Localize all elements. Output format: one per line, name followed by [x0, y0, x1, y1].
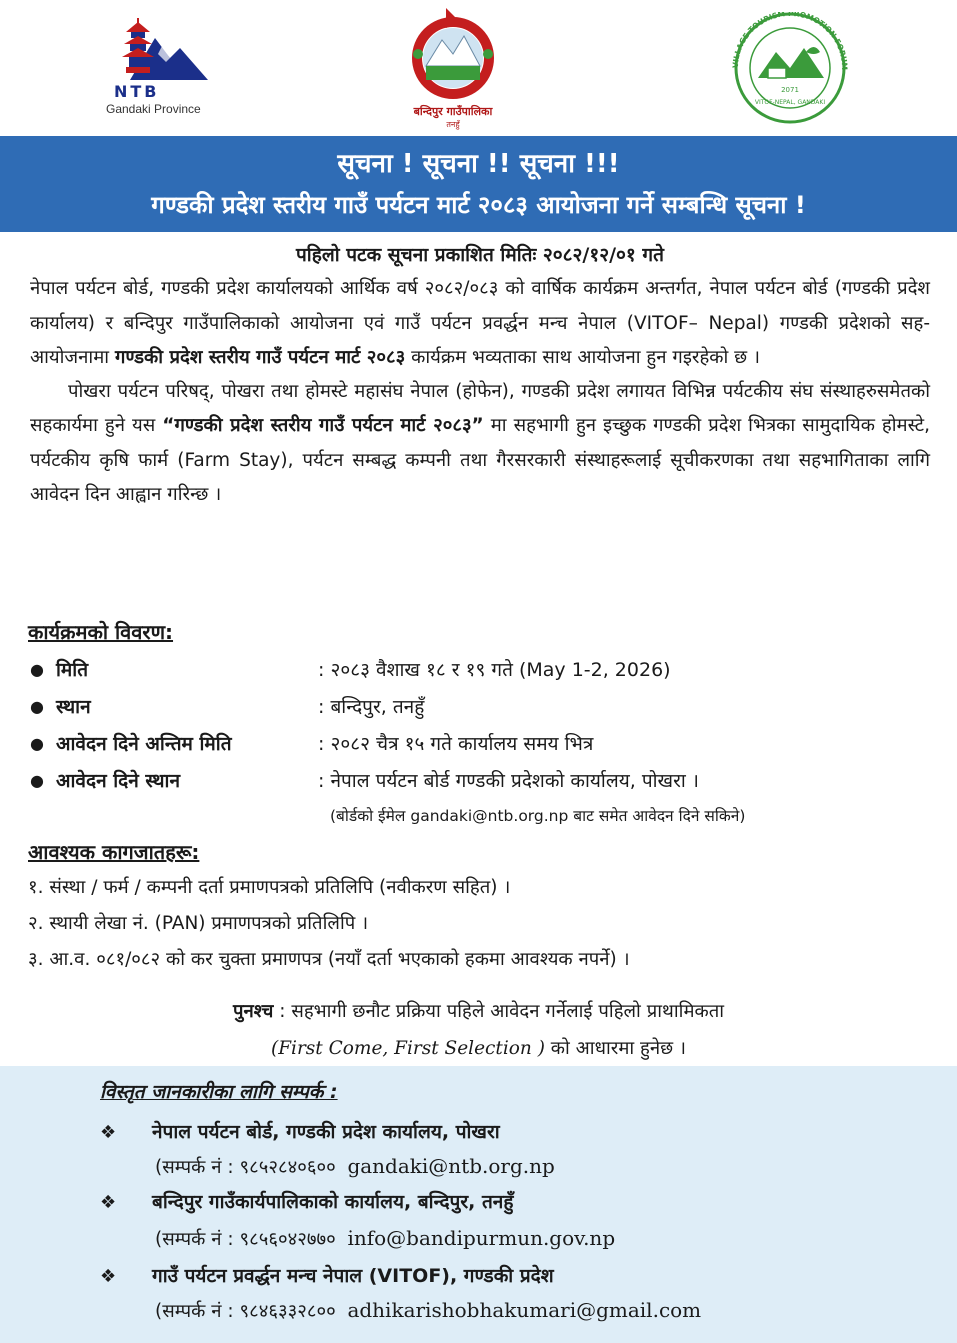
paragraph-intro-text-end: कार्यक्रम भव्यताका साथ आयोजना हुन गइरहेको छ ।	[405, 346, 761, 368]
diamond-bullet-icon: ❖	[100, 1122, 117, 1143]
contact-email-link[interactable]: info@bandipurmun.gov.np	[347, 1226, 616, 1250]
program-row-label: आवेदन दिने स्थान	[56, 770, 181, 792]
program-row-label: मिति	[56, 659, 89, 681]
notice-banner	[0, 136, 957, 232]
municipality-emblem	[398, 6, 508, 130]
municipality-caption: बन्दिपुर गाउँपालिका	[413, 105, 493, 118]
program-row-application-place	[30, 763, 930, 799]
contact-org-ntb	[100, 1118, 500, 1144]
contact-phone: (सम्पर्क नं : ९८४६३३२८००	[155, 1301, 336, 1322]
program-row-date	[30, 652, 930, 688]
program-row-venue	[30, 689, 930, 725]
ntb-brand-text: NTB	[114, 82, 160, 101]
contact-details-ntb	[155, 1154, 555, 1179]
contact-email-link[interactable]: adhikarishobhakumari@gmail.com	[347, 1298, 702, 1322]
contact-org-name: गाउँ पर्यटन प्रवर्द्धन मन्च नेपाल (VITOF), गण्डकी प्रदेश	[152, 1265, 554, 1287]
program-row-value: : २०८३ वैशाख १८ र १९ गते (May 1-2, 2026)	[318, 659, 671, 681]
header-logos	[0, 0, 957, 135]
diamond-bullet-icon: ❖	[100, 1192, 117, 1213]
banner-notice-title: सूचना ! सूचना !! सूचना !!!	[337, 149, 620, 179]
postscript-italic: (First Come, First Selection )	[270, 1038, 545, 1059]
paragraph-intro-text: नेपाल पर्यटन बोर्ड, गण्डकी प्रदेश कार्यालयको आर्थिक वर्ष २०८२/०८३ को वार्षिक कार्यक्रम अन्तर्गत, नेपाल पर्यटन बोर्ड (गण्डकी प्रदेश कार्यालय) र बन्दिपुर गाउँपालिकाको आयोजना एवं गाउँ पर्यटन प्रवर्द्धन मन्च नेपाल (VITOF– Nepal) गण्डकी प्रदेशको सह-आयोजनामा	[30, 278, 930, 368]
ntb-province-text: Gandaki Province	[106, 102, 201, 116]
bullet-icon: ●	[30, 771, 44, 790]
bullet-icon: ●	[30, 660, 44, 679]
program-row-label: आवेदन दिने अन्तिम मिति	[56, 733, 232, 755]
paragraph-invitation	[30, 375, 930, 512]
contact-phone: (सम्पर्क नं : ९८५६०४२७७०	[155, 1229, 336, 1250]
paragraph-invitation-text: पोखरा पर्यटन परिषद्, पोखरा तथा होमस्टे महासंघ नेपाल (होफेन), गण्डकी प्रदेश लगायत विभिन्न पर्यटकीय संघ संस्थाहरुसमेतको सहकार्यमा हुने यस	[30, 381, 930, 437]
program-details-title: कार्यक्रमको विवरण:	[28, 620, 174, 644]
required-documents-title: आवश्यक कागजातहरू:	[28, 840, 200, 864]
vitof-ring-text: VILLAGE TOURISM PROMOTION FORUM	[730, 12, 850, 71]
document-item: ३. आ.व. ०८१/०८२ को कर चुक्ता प्रमाणपत्र (नयाँ दर्ता भएकाको हकमा आवश्यक नपर्ने) ।	[28, 949, 630, 970]
municipality-sub: तनहुँ	[446, 120, 460, 129]
vitof-year: 2071	[781, 86, 799, 94]
contact-details-vitof	[155, 1298, 701, 1323]
postscript-text-end: को आधारमा हुनेछ ।	[544, 1038, 687, 1059]
paragraph-intro-event-name: गण्डकी प्रदेश स्तरीय गाउँ पर्यटन मार्ट २०८३	[114, 346, 406, 368]
bullet-icon: ●	[30, 697, 44, 716]
pagoda-mountain-icon	[100, 10, 210, 82]
document-item: १. संस्था / फर्म / कम्पनी दर्ता प्रमाणपत्रको प्रतिलिपि (नवीकरण सहित) ।	[28, 877, 511, 898]
contact-details-bandipur	[155, 1226, 615, 1251]
village-mountain-icon	[758, 47, 824, 78]
contact-email-link[interactable]: gandaki@ntb.org.np	[347, 1154, 555, 1178]
paragraph-intro	[30, 272, 930, 375]
diamond-bullet-icon: ❖	[100, 1266, 117, 1287]
contact-org-bandipur	[100, 1188, 513, 1214]
ntb-logo	[100, 10, 210, 120]
document-item: २. स्थायी लेखा नं. (PAN) प्रमाणपत्रको प्रतिलिपि ।	[28, 913, 369, 934]
postscript-line1	[0, 998, 957, 1023]
vitof-logo	[720, 12, 860, 124]
program-row-value: : २०८२ चैत्र १५ गते कार्यालय समय भित्र	[318, 733, 594, 755]
program-row-value: : नेपाल पर्यटन बोर्ड गण्डकी प्रदेशको कार्यालय, पोखरा ।	[318, 770, 700, 792]
banner-notice-subject: गण्डकी प्रदेश स्तरीय गाउँ पर्यटन मार्ट २०८३ आयोजना गर्ने सम्बन्धि सूचना !	[151, 191, 806, 219]
postscript-label: पुनश्च	[232, 1001, 274, 1022]
paragraph-invitation-event-name: “गण्डकी प्रदेश स्तरीय गाउँ पर्यटन मार्ट २०८३”	[162, 415, 484, 437]
paragraph-invitation-text-end: मा सहभागी हुन इच्छुक गण्डकी प्रदेश भित्रका सामुदायिक होमस्टे, पर्यटकीय कृषि फार्म (Farm Stay), पर्यटन सम्बद्ध कम्पनी तथा गैरसरकारी संस्थाहरूलाई सूचीकरणका तथा सहभागिताका लागि आवेदन दिन आह्वान गरिन्छ ।	[30, 415, 930, 506]
email-application-note: (बोर्डको ईमेल gandaki@ntb.org.np बाट समेत आवेदन दिने सकिने)	[330, 807, 746, 825]
contact-org-name: बन्दिपुर गाउँकार्यपालिकाको कार्यालय, बन्दिपुर, तनहुँ	[152, 1191, 514, 1213]
notice-body	[30, 238, 930, 512]
publication-date: पहिलो पटक सूचना प्रकाशित मितिः २०८२/१२/०१ गते	[296, 244, 664, 266]
contact-org-vitof	[100, 1262, 554, 1288]
nepal-emblem-icon	[398, 6, 508, 104]
contact-org-name: नेपाल पर्यटन बोर्ड, गण्डकी प्रदेश कार्यालय, पोखरा	[152, 1121, 500, 1143]
vitof-bottom-text: VITOF-NEPAL, GANDAKI	[754, 99, 826, 106]
contact-title: विस्तृत जानकारीका लागि सम्पर्क :	[100, 1081, 338, 1103]
program-row-value: : बन्दिपुर, तनहुँ	[318, 696, 425, 718]
program-row-deadline	[30, 726, 930, 762]
program-row-label: स्थान	[56, 696, 91, 718]
postscript-text: : सहभागी छनौट प्रक्रिया पहिले आवेदन गर्नेलाई पहिलो प्राथामिकता	[273, 1001, 725, 1022]
contact-phone: (सम्पर्क नं : ९८५२८४०६००	[155, 1157, 336, 1178]
postscript-line2	[0, 1035, 957, 1060]
bullet-icon: ●	[30, 734, 44, 753]
